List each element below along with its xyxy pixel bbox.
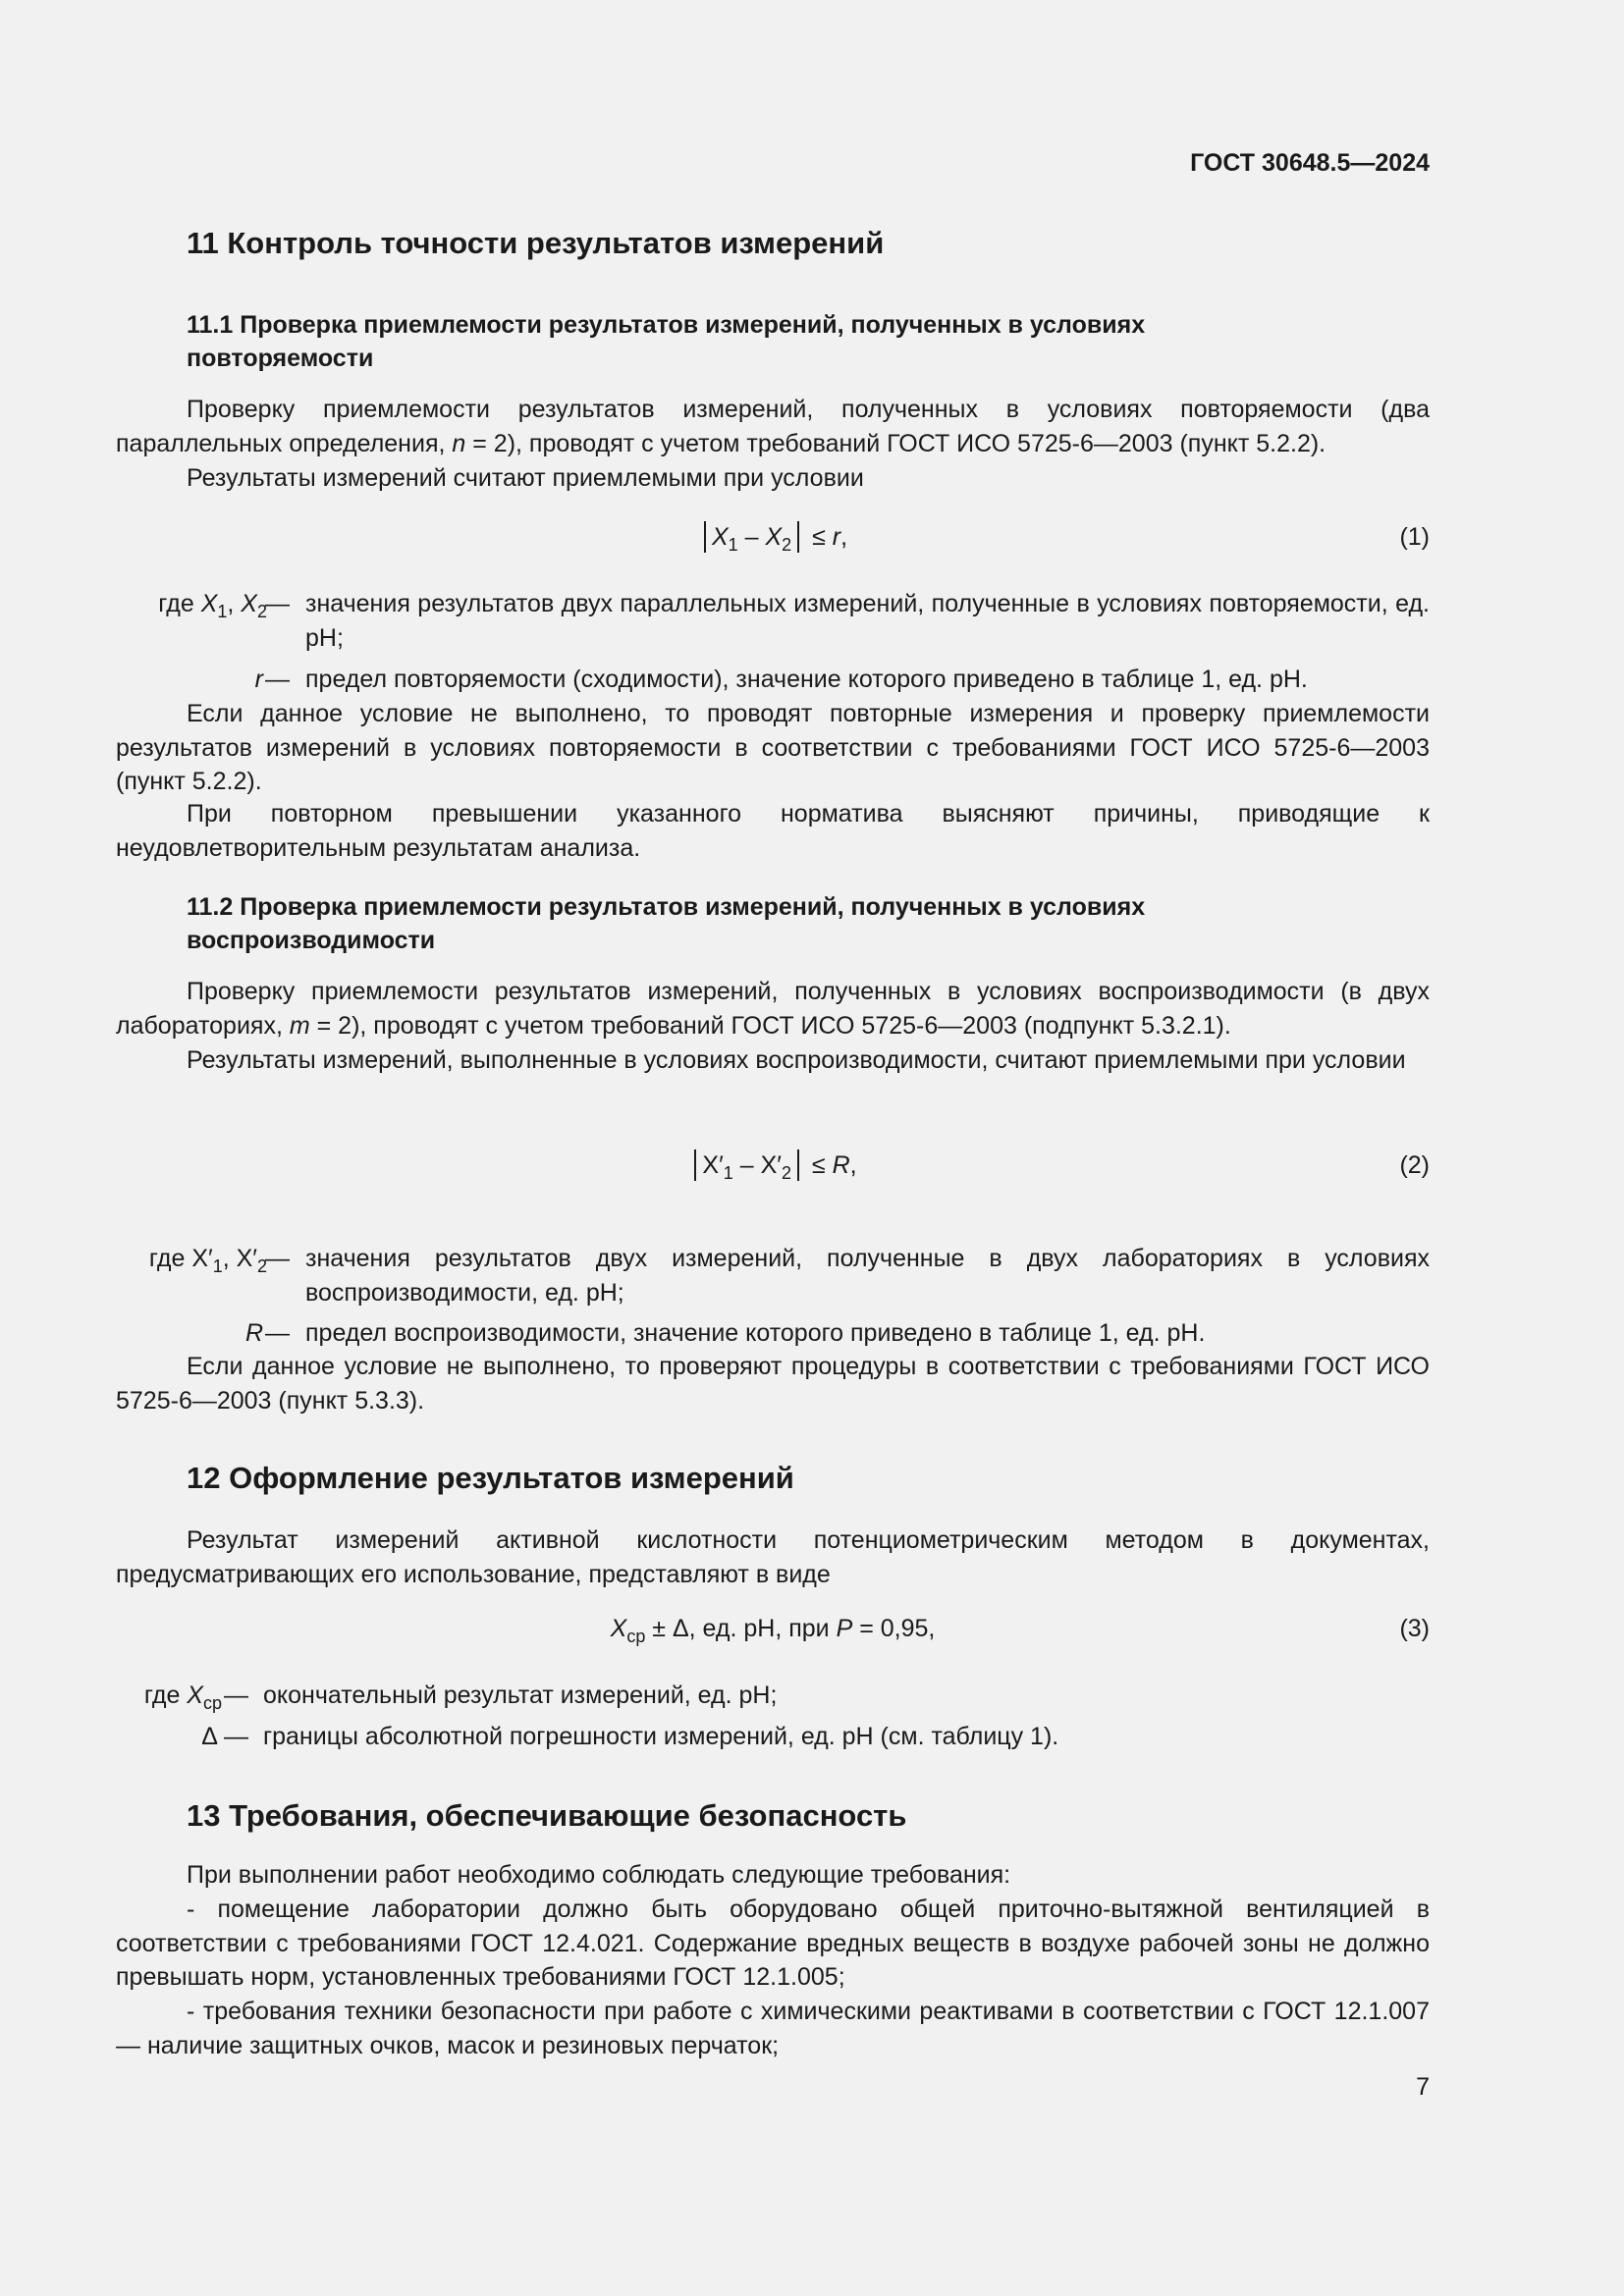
section-13-list-item-1: - помещение лаборатории должно быть оборудовано общей приточно-вытяжной вентиляцией в соответствии с требованиями ГОСТ 12.4.021. Содержание вредных веществ в воздухе рабочей зоны не должно превышать норм, установленных требованиями ГОСТ 12.1.005; — [116, 1896, 1430, 1991]
var-x-prime: X′ — [236, 1245, 257, 1272]
variable-n: n — [452, 429, 466, 457]
where-text: предел повторяемости (сходимости), значение которого приведено в таблице 1, ед. рН. — [305, 666, 1308, 693]
var-x-prime: X′ — [702, 1151, 724, 1179]
where-term — [116, 1316, 263, 1351]
var-p: P — [836, 1615, 853, 1642]
section-11-2-heading-line2: воспроизводимости — [187, 927, 436, 954]
subscript: 1 — [723, 1163, 733, 1183]
section-11-2-heading — [187, 890, 1365, 957]
where-term — [116, 1242, 267, 1276]
where-text: границы абсолютной погрешности измерений, ед. рН (см. таблицу 1). — [263, 1723, 1059, 1750]
punct: , — [227, 590, 242, 617]
subscript: 2 — [256, 602, 267, 621]
var-x: X — [711, 523, 729, 551]
var-r: r — [832, 523, 841, 551]
section-11-1-paragraph-4: При повторном превышении указанного норматива выясняют причины, приводящие к неудовлетворительным результатам анализа. — [116, 800, 1430, 862]
subscript: 1 — [217, 602, 228, 621]
section-11-2-paragraph-3: Если данное условие не выполнено, то проверяют процедуры в соответствии с требованиями ГОСТ ИСО 5725-6—2003 (пункт 5.3.3). — [116, 1353, 1430, 1415]
subscript: 2 — [781, 1163, 791, 1183]
var-x-prime: X′ — [760, 1151, 782, 1179]
formula-3-where-2 — [116, 1720, 1430, 1754]
text-run: Проверку приемлемости результатов измерений, полученных в условиях повторяемости (два параллельных определения, — [116, 396, 1430, 457]
formula-1-number: (1) — [1399, 523, 1430, 551]
text-run: Проверку приемлемости результатов измерений, полученных в условиях воспроизводимости (в двух лабораториях, — [116, 978, 1430, 1040]
operator: ≤ — [805, 523, 833, 551]
section-12-heading: 12 Оформление результатов измерений — [187, 1461, 794, 1495]
formula-1-where-1 — [116, 587, 1430, 656]
subscript: ср — [202, 1693, 222, 1713]
formula-2-number: (2) — [1399, 1151, 1430, 1179]
where-text: окончательный результат измерений, ед. рН; — [263, 1682, 778, 1709]
where-dash: — — [265, 1319, 290, 1347]
operator: ≤ — [804, 1151, 833, 1179]
where-term — [116, 587, 267, 621]
section-11-2-paragraph-2: Результаты измерений, выполненные в условиях воспроизводимости, считают приемлемыми при условии — [187, 1046, 1406, 1074]
abs-bar-right — [797, 1149, 799, 1181]
where-dash: — — [265, 666, 290, 693]
variable-m: m — [289, 1011, 310, 1040]
formula-1-body — [116, 520, 1430, 554]
page-number: 7 — [1416, 2073, 1430, 2101]
section-11-2-heading-line1: 11.2 Проверка приемлемости результатов измерений, полученных в условиях — [187, 893, 1146, 921]
subscript: 2 — [782, 535, 792, 555]
abs-bar-left — [694, 1149, 696, 1181]
subscript: 1 — [728, 535, 738, 555]
subscript: 1 — [212, 1256, 223, 1276]
var-x: X — [187, 1682, 203, 1709]
var-x: X — [200, 590, 218, 617]
text-run: = 2), проводят с учетом требований ГОСТ ИСО 5725-6—2003 (подпункт 5.3.2.1). — [309, 1011, 1231, 1040]
where-text: значения результатов двух параллельных измерений, полученные в условиях повторяемости, ед. рН; — [305, 590, 1430, 652]
section-11-heading: 11 Контроль точности результатов измерений — [187, 226, 885, 260]
where-prefix: где — [158, 590, 201, 617]
where-prefix: где — [148, 1245, 192, 1272]
section-11-1-heading — [187, 308, 1365, 375]
var-x: X — [765, 523, 783, 551]
punct: , — [222, 1245, 237, 1272]
var-x-prime: X′ — [191, 1245, 213, 1272]
var-r: r — [254, 666, 263, 693]
punct: , — [849, 1151, 857, 1179]
formula-1-where-2 — [116, 663, 1430, 697]
var-x: X — [610, 1615, 627, 1642]
var-R: R — [244, 1319, 263, 1347]
section-11-2-paragraph-1 — [116, 975, 1430, 1042]
text-run: = 0,95, — [852, 1615, 936, 1642]
formula-2-where-1 — [116, 1242, 1430, 1310]
where-dash: — — [224, 1682, 248, 1709]
section-11-1-paragraph-3: Если данное условие не выполнено, то проводят повторные измерения и проверку приемлемости результатов измерений в условиях повторяемости в соответствии с требованиями ГОСТ ИСО 5725-6—2003 (пункт 5.2.2). — [116, 700, 1430, 795]
section-11-1-paragraph-2: Результаты измерений считают приемлемыми при условии — [187, 464, 864, 492]
where-text: значения результатов двух измерений, полученные в двух лабораториях в условиях воспроизводимости, ед. рН; — [305, 1245, 1430, 1307]
where-term — [116, 663, 263, 697]
where-dash: — — [265, 590, 290, 617]
formula-2-where-2 — [116, 1316, 1430, 1351]
section-13-list-item-2: - требования техники безопасности при работе с химическими реактивами в соответствии с ГОСТ 12.1.007 — наличие защитных очков, масок и резиновых перчаток; — [116, 1998, 1430, 2059]
formula-3-body — [116, 1612, 1430, 1645]
abs-bar-right — [797, 521, 799, 553]
punct: , — [840, 523, 848, 551]
where-term: Δ — [201, 1723, 218, 1750]
operator: – — [737, 523, 766, 551]
formula-3-number: (3) — [1399, 1615, 1430, 1642]
subscript: ср — [626, 1627, 646, 1646]
where-text: предел воспроизводимости, значение которого приведено в таблице 1, ед. рН. — [305, 1319, 1206, 1347]
where-dash: — — [265, 1245, 290, 1272]
var-R: R — [832, 1151, 850, 1179]
abs-bar-left — [704, 521, 706, 553]
text-run: ± Δ, ед. рН, при — [645, 1615, 837, 1642]
section-11-1-paragraph-1 — [116, 393, 1430, 460]
where-prefix: где — [143, 1682, 188, 1709]
section-11-1-heading-line1: 11.1 Проверка приемлемости результатов измерений, полученных в условиях — [187, 311, 1146, 339]
formula-3-where-1 — [116, 1679, 1430, 1713]
section-11-1-heading-line2: повторяемости — [187, 345, 374, 372]
where-dash: — — [224, 1723, 248, 1750]
document-header: ГОСТ 30648.5—2024 — [1190, 149, 1430, 177]
text-run: = 2), проводят с учетом требований ГОСТ ИСО 5725-6—2003 (пункт 5.2.2). — [465, 429, 1326, 457]
subscript: 2 — [256, 1256, 267, 1276]
section-13-heading: 13 Требования, обеспечивающие безопасность — [187, 1798, 907, 1833]
var-x: X — [241, 590, 257, 617]
where-term — [116, 1679, 222, 1713]
section-12-paragraph-1: Результат измерений активной кислотности потенциометрическим методом в документах, предусматривающих его использование, представляют в виде — [116, 1526, 1430, 1588]
section-13-paragraph-1: При выполнении работ необходимо соблюдать следующие требования: — [187, 1861, 1011, 1889]
operator: – — [732, 1151, 761, 1179]
formula-2-body — [116, 1148, 1430, 1182]
